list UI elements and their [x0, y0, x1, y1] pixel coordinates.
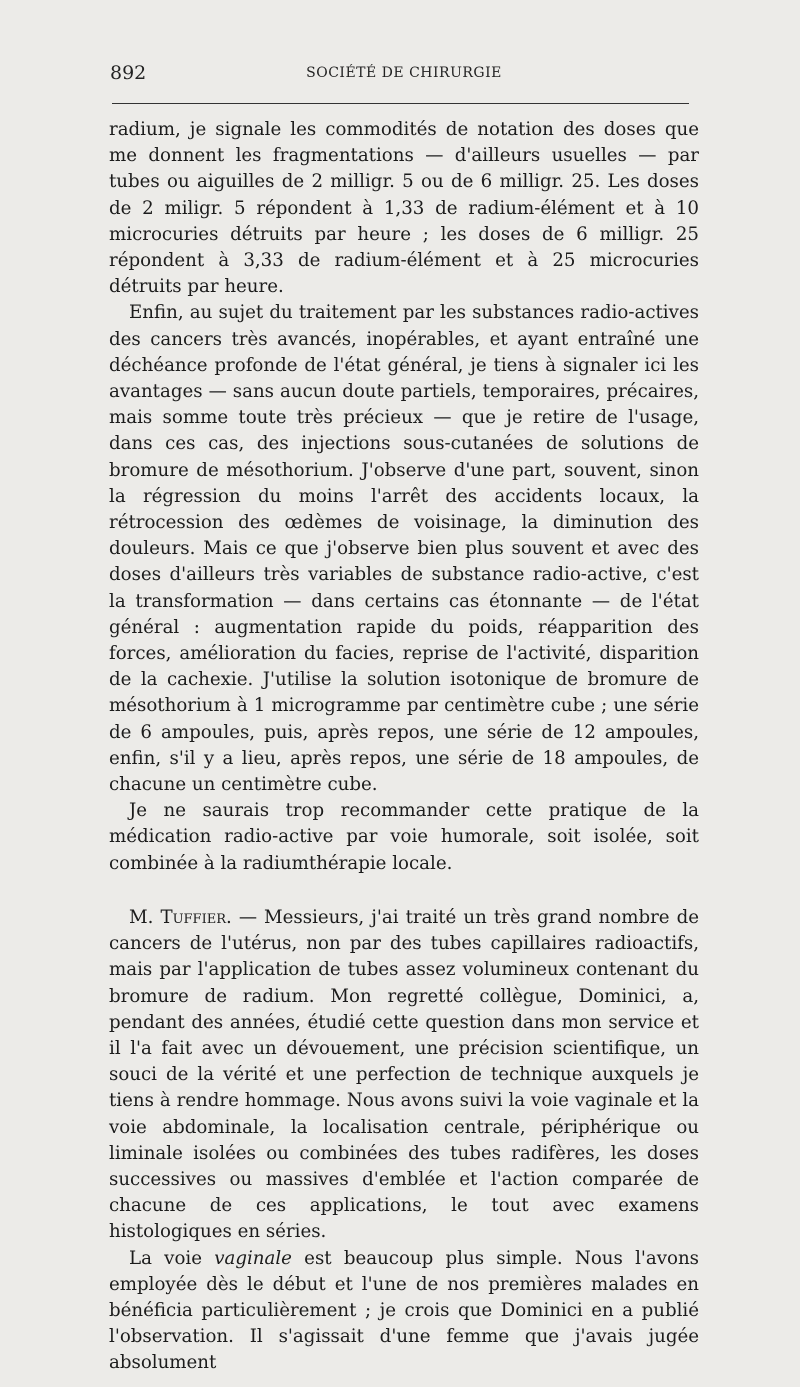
speaker-prefix: M. [129, 906, 161, 928]
paragraph-voie-vaginale-after: est beaucoup plus simple. Nous l'avons employée dès le début et l'une de nos premières malades en bénéficia particulièrement ; je crois que Dominici en a publié l'observation. Il s'agissait d'une femme que j'avais jugée absolument [109, 1247, 699, 1374]
paragraph-mesothorium: Enfin, au sujet du traitement par les substances radio-actives des cancers très avancés, inopérables, et ayant entraîné une déchéance profonde de l'état général, je tiens à signaler ici les avantages — sans aucun doute partiels, temporaires, précaires, mais somme toute très précieux — que je retire de l'usage, dans ces cas, des injections sous-cutanées de solutions de bromure de mésothorium. J'observe d'une part, souvent, sinon la régression du moins l'arrêt des accidents locaux, la rétrocession des œdèmes de voisinage, la diminution des douleurs. Mais ce que j'observe bien plus souvent et avec des doses d'ailleurs très variables de substance radio-active, c'est la transformation — dans certains cas étonnante — de l'état général : augmentation rapide du poids, réapparition des forces, amélioration du facies, reprise de l'activité, disparition de la cachexie. J'utilise la solution isotonique de bromure de mésothorium à 1 microgramme par centimètre cube ; une série de 6 ampoules, puis, après repos, une série de 12 ampoules, enfin, s'il y a lieu, après repos, une série de 18 ampoules, de chacune un centimètre cube. [109, 302, 699, 796]
page-number: 892 [110, 62, 147, 84]
paragraph-recommendation: Je ne saurais trop recommander cette pratique de la médication radio-active par voie humorale, soit isolée, soit combinée à la radiumthérapie locale. [109, 800, 699, 874]
italic-vaginale: vaginale [214, 1247, 292, 1269]
paragraph-voie-vaginale [109, 1246, 699, 1377]
running-head: SOCIÉTÉ DE CHIRURGIE [306, 65, 502, 81]
paragraph-tuffier-text: . — Messieurs, j'ai traité un très grand nombre de cancers de l'utérus, non par des tubes capillaires radioactifs, mais par l'application de tubes assez volumineux contenant du bromure de radium. Mon regretté collègue, Dominici, a, pendant des années, étudié cette question dans mon service et il l'a fait avec un dévouement, une précision scientifique, un souci de la vérité et une perfection de technique auxquels je tiens à rendre hommage. Nous avons suivi la voie vaginale et la voie abdominale, la localisation centrale, périphérique ou liminale isolées ou combinées des tubes radifères, les doses successives ou massives d'emblée et l'action comparée de chacune de ces applications, le tout avec examens histologiques en séries. [109, 906, 700, 1243]
paragraph-tuffier [109, 905, 699, 1246]
paragraph-voie-vaginale-before: La voie [129, 1247, 215, 1269]
speaker-name: Tuffier [160, 906, 226, 928]
header-rule [112, 103, 689, 104]
page-header [110, 62, 698, 88]
paragraph-radium-doses: radium, je signale les commodités de notation des doses que me donnent les fragmentations — d'ailleurs usuelles — par tubes ou aiguilles de 2 milligr. 5 ou de 6 milligr. 25. Les doses de 2 miligr. 5 répondent à 1,33 de radium-élément et à 10 microcuries détruits par heure ; les doses de 6 milligr. 25 répondent à 3,33 de radium-élément et à 25 microcuries détruits par heure. [109, 119, 699, 298]
body-text [109, 117, 699, 1377]
